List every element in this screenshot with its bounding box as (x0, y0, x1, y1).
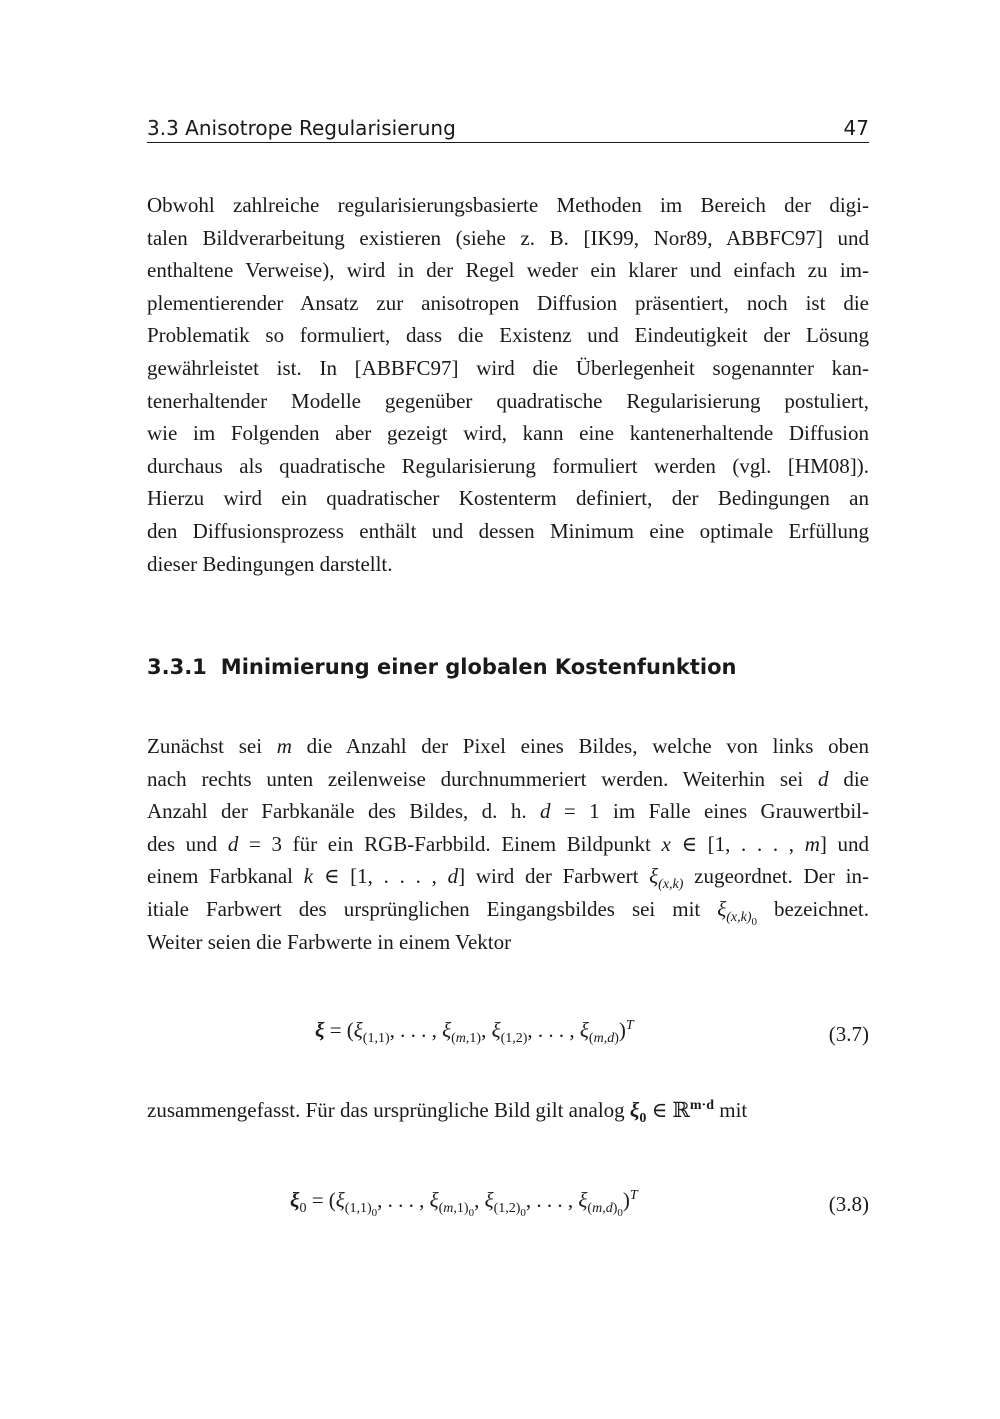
paragraph-line: den Diffusionsprozess enthält und dessen Minimum eine optimale Erfüllung (147, 518, 869, 543)
intro-paragraph (147, 189, 869, 580)
paragraph-line: gewährleistet ist. In [ABBFC97] wird die Überlegenheit sogenannter kan- (147, 355, 869, 380)
equation-formula: $\xi = (\xi_{(1,1)}$, . . . , $\xi_{(m,1)}$, $\xi_{(1,2)}$, . . . , $\xi_{(m,d)})^T$ (315, 1018, 634, 1047)
paragraph-line: zusammengefasst. Für das ursprüngliche Bild gilt analog $\xi_0$ ∈ ℝ$^{m\cdot d}$ mit (147, 1098, 748, 1127)
header-page-number: 47 (843, 116, 869, 140)
paragraph-line: Zunächst sei m die Anzahl der Pixel eines Bildes, welche von links oben (147, 734, 869, 758)
paragraph-line: dieser Bedingungen darstellt. (147, 551, 393, 576)
paragraph-line: enthaltene Verweise), wird in der Regel weder ein klarer und einfach zu im- (147, 258, 869, 283)
paragraph-line: Hierzu wird ein quadratischer Kostenterm definiert, der Bedingungen an (147, 486, 869, 511)
equation-3-8 (147, 1188, 869, 1232)
paragraph-line: talen Bildverarbeitung existieren (siehe z. B. [IK99, Nor89, ABBFC97] und (147, 225, 869, 250)
subsection-title: Minimierung einer globalen Kostenfunktion (220, 655, 737, 679)
paragraph-line: nach rechts unten zeilenweise durchnummeriert werden. Weiterhin sei d die (147, 766, 869, 791)
running-header (147, 112, 869, 143)
paragraph-line: Anzahl der Farbkanäle des Bildes, d. h. d = 1 im Falle eines Grauwertbil- (147, 799, 869, 824)
document-page (147, 0, 869, 1419)
subsection-heading (147, 652, 869, 682)
paragraph-line: des und d = 3 für ein RGB-Farbbild. Einem Bildpunkt x ∈ [1, . . . , m] und (147, 831, 870, 856)
paragraph-line: Problematik so formuliert, dass die Existenz und Eindeutigkeit der Lösung (147, 323, 869, 348)
definition-paragraph (147, 730, 869, 958)
paragraph-line: plementierender Ansatz zur anisotropen Diffusion präsentiert, noch ist die (147, 290, 869, 315)
paragraph-line: tenerhaltender Modelle gegenüber quadratische Regularisierung postuliert, (147, 388, 869, 413)
paragraph-line: wie im Folgenden aber gezeigt wird, kann eine kantenerhaltende Diffusion (147, 421, 869, 446)
header-section-title: 3.3 Anisotrope Regularisierung (147, 116, 456, 140)
combined-line (147, 1094, 869, 1127)
equation-formula: $\xi_0 = (\xi_{(1,1)_0}$, . . . , $\xi_{(m,1)_0}$, $\xi_{(1,2)_0}$, . . . , $\xi_{(m,d)_0})^T$ (290, 1188, 638, 1219)
subsection-number: 3.3.1 (147, 655, 207, 679)
equation-number: (3.7) (828, 1022, 869, 1046)
paragraph-line: durchaus als quadratische Regularisierung formuliert werden (vgl. [HM08]). (147, 453, 869, 478)
paragraph-line: Weiter seien die Farbwerte in einem Vektor (147, 929, 512, 954)
paragraph-line: einem Farbkanal k ∈ [1, . . . , d] wird der Farbwert $\xi_{(x,k)}$ zugeordnet. Der in- (147, 864, 869, 893)
equation-number: (3.8) (828, 1192, 869, 1216)
paragraph-line: itiale Farbwert des ursprünglichen Eingangsbildes sei mit $\xi_{(x,k)_0}$ bezeichnet. (147, 896, 869, 928)
paragraph-line: Obwohl zahlreiche regularisierungsbasierte Methoden im Bereich der digi- (147, 193, 869, 217)
equation-3-7 (147, 1018, 869, 1062)
